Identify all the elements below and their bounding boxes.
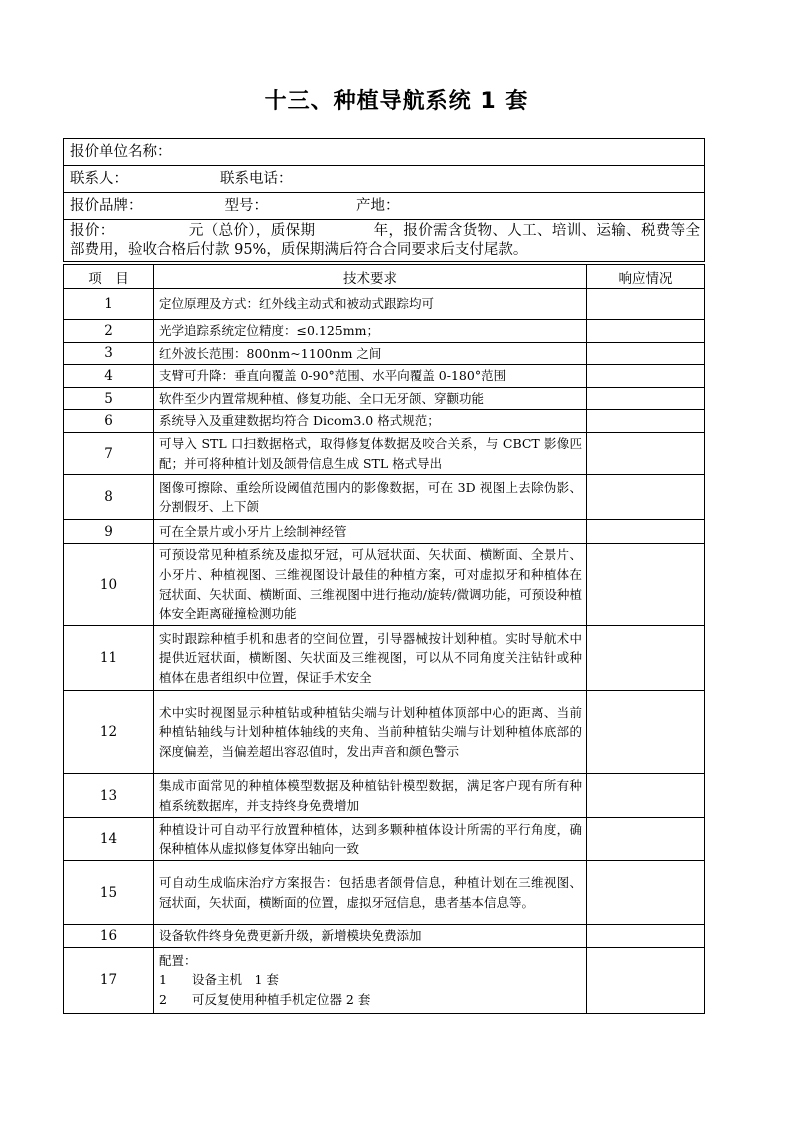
item-number: 9 — [64, 520, 154, 544]
col-header-requirement: 技术要求 — [154, 265, 587, 289]
requirement-text: 设备软件终身免费更新升级，新增模块免费添加 — [154, 925, 587, 948]
contact-field[interactable] — [64, 166, 705, 193]
table-row — [64, 626, 705, 691]
item-number: 2 — [64, 320, 154, 343]
response-cell[interactable] — [587, 342, 705, 365]
response-cell[interactable] — [587, 861, 705, 925]
response-cell[interactable] — [587, 432, 705, 474]
response-cell[interactable] — [587, 925, 705, 948]
item-number: 3 — [64, 342, 154, 365]
table-row — [64, 342, 705, 365]
item-number: 10 — [64, 544, 154, 626]
requirement-text: 定位原理及方式：红外线主动式和被动式跟踪均可 — [154, 289, 587, 320]
origin-label: 产地： — [356, 198, 400, 214]
brand-label: 报价品牌： — [70, 198, 143, 214]
company-field[interactable] — [64, 139, 705, 166]
brand-field[interactable] — [64, 193, 705, 220]
requirement-text: 红外波长范围：800nm~1100nm 之间 — [154, 342, 587, 365]
response-cell[interactable] — [587, 387, 705, 410]
table-row — [64, 387, 705, 410]
table-row — [64, 774, 705, 818]
spec-table — [63, 264, 705, 1014]
response-cell[interactable] — [587, 626, 705, 691]
table-row — [64, 410, 705, 433]
item-number: 6 — [64, 410, 154, 433]
response-cell[interactable] — [587, 289, 705, 320]
table-row — [64, 544, 705, 626]
requirement-text: 可自动生成临床治疗方案报告：包括患者颌骨信息，种植计划在三维视图、冠状面，矢状面，横断面的位置，虚拟牙冠信息，患者基本信息等。 — [154, 861, 587, 925]
table-row — [64, 365, 705, 388]
requirement-text: 种植设计可自动平行放置种植体，达到多颗种植体设计所需的平行角度，确保种植体从虚拟修复体穿出轴向一致 — [154, 818, 587, 861]
item-number: 14 — [64, 818, 154, 861]
table-row — [64, 432, 705, 474]
model-label: 型号： — [224, 198, 268, 214]
table-row — [64, 691, 705, 774]
requirement-text: 软件至少内置常规种植、修复功能、全口无牙颌、穿颧功能 — [154, 387, 587, 410]
requirement-text: 术中实时视图显示种植钻或种植钻尖端与计划种植体顶部中心的距离、当前种植钻轴线与计划种植体轴线的夹角、当前种植钻尖端与计划种植体底部的深度偏差，当偏差超出容忍值时，发出声音和颜色警示 — [154, 691, 587, 774]
table-row — [64, 947, 705, 1013]
item-number: 15 — [64, 861, 154, 925]
response-cell[interactable] — [587, 544, 705, 626]
item-number: 5 — [64, 387, 154, 410]
table-row — [64, 320, 705, 343]
spec-header-row — [64, 265, 705, 289]
item-number: 16 — [64, 925, 154, 948]
requirement-text: 实时跟踪种植手机和患者的空间位置，引导器械按计划种植。实时导航术中提供近冠状面，横断图、矢状面及三维视图，可以从不同角度关注钻针或种植体在患者组织中位置，保证手术安全 — [154, 626, 587, 691]
item-number: 1 — [64, 289, 154, 320]
response-cell[interactable] — [587, 774, 705, 818]
response-cell[interactable] — [587, 818, 705, 861]
table-row — [64, 475, 705, 520]
item-number: 8 — [64, 475, 154, 520]
quote-field[interactable] — [64, 220, 705, 262]
requirement-text: 图像可擦除、重绘所设阈值范围内的影像数据，可在 3D 视图上去除伪影、分割假牙、上下颌 — [154, 475, 587, 520]
quote-total-text: 元（总价），质保期 — [188, 223, 316, 239]
quote-terms-text: 年，报价需含货物、人工、培训、运输、税费等全部费用，验收合格后付款 95%，质保期满后符合合同要求后支付尾款。 — [70, 223, 701, 258]
company-label: 报价单位名称： — [70, 144, 172, 160]
col-header-response: 响应情况 — [587, 265, 705, 289]
item-number: 17 — [64, 947, 154, 1013]
config-heading: 配置： — [159, 952, 197, 968]
requirement-text: 可在全景片或小牙片上绘制神经管 — [154, 520, 587, 544]
requirement-text: 光学追踪系统定位精度：≤0.125mm； — [154, 320, 587, 343]
quote-label: 报价： — [70, 223, 115, 239]
config-item: 1 设备主机 1 套 — [159, 972, 279, 988]
table-row — [64, 925, 705, 948]
quote-header-table — [63, 138, 705, 262]
response-cell[interactable] — [587, 520, 705, 544]
response-cell[interactable] — [587, 365, 705, 388]
config-item: 2 可反复使用种植手机定位器 2 套 — [159, 992, 371, 1008]
item-number: 12 — [64, 691, 154, 774]
page-title: 十三、种植导航系统 1 套 — [264, 89, 529, 114]
response-cell[interactable] — [587, 475, 705, 520]
requirement-text: 可预设常见种植系统及虚拟牙冠，可从冠状面、矢状面、横断面、全景片、小牙片、种植视图、三维视图设计最佳的种植方案，可对虚拟牙和种植体在冠状面、矢状面、横断面、三维视图中进行拖动/旋转/微调功能，可预设种植体安全距离碰撞检测功能 — [154, 544, 587, 626]
item-number: 7 — [64, 432, 154, 474]
table-row — [64, 861, 705, 925]
requirement-text: 可导入 STL 口扫数据格式，取得修复体数据及咬合关系，与 CBCT 影像匹配；并可将种植计划及颌骨信息生成 STL 格式导出 — [154, 432, 587, 474]
response-cell[interactable] — [587, 410, 705, 433]
item-number: 13 — [64, 774, 154, 818]
table-row — [64, 818, 705, 861]
requirement-text: 支臂可升降：垂直向覆盖 0-90°范围、水平向覆盖 0-180°范围 — [154, 365, 587, 388]
response-cell[interactable] — [587, 691, 705, 774]
item-number: 4 — [64, 365, 154, 388]
response-cell[interactable] — [587, 320, 705, 343]
contact-label: 联系人： — [70, 171, 128, 187]
requirement-text: 集成市面常见的种植体模型数据及种植钻针模型数据，满足客户现有所有种植系统数据库，并支持终身免费增加 — [154, 774, 587, 818]
requirement-text: 系统导入及重建数据均符合 Dicom3.0 格式规范； — [154, 410, 587, 433]
response-cell[interactable] — [587, 947, 705, 1013]
table-row — [64, 520, 705, 544]
requirement-text — [154, 947, 587, 1013]
item-number: 11 — [64, 626, 154, 691]
table-row — [64, 289, 705, 320]
col-header-item: 项 目 — [64, 265, 154, 289]
phone-label: 联系电话： — [220, 171, 293, 187]
